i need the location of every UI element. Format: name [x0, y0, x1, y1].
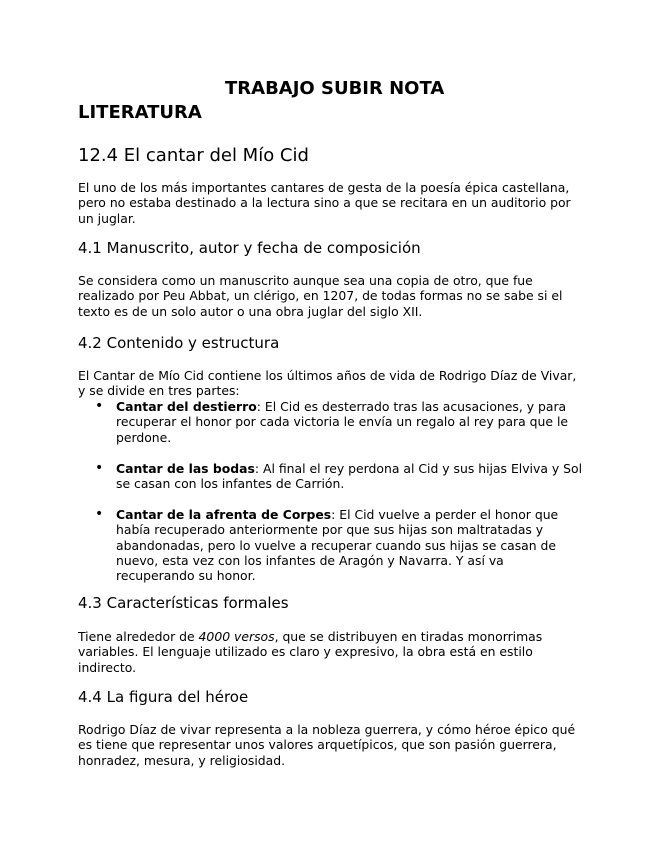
paragraph-4-3	[78, 629, 583, 675]
section-heading-4-2: 4.2 Contenido y estructura	[78, 334, 280, 352]
paragraph-4-4: Rodrigo Díaz de vivar representa a la nobleza guerrera, y cómo héroe épico qué es tiene que representar unos valores arquetípicos, que son pasión guerrera, honradez, mesura, y religiosidad.	[78, 722, 576, 768]
paragraph-4-1: Se considera como un manuscrito aunque sea una copia de otro, que fue realizado por Peu Abbat, un clérigo, en 1207, de todas formas no se sabe si el texto es de un solo autor o una obra juglar del siglo XII.	[78, 273, 563, 319]
section-heading-4-1: 4.1 Manuscrito, autor y fecha de composición	[78, 239, 421, 257]
list-item-text: : El Cid es desterrado tras las acusaciones, y para recuperar el honor por cada victoria le envía un regalo al rey para que le perdone.	[116, 399, 569, 445]
list-item	[78, 507, 583, 584]
title-line-2: LITERATURA	[78, 102, 202, 123]
list-item-text: : Al final el rey perdona al Cid y sus hijas Elviva y Sol se casan con los infantes de Carrión.	[116, 460, 583, 492]
paragraph-4-2-intro: El Cantar de Mío Cid contiene los últimos años de vida de Rodrigo Díaz de Vivar, y se divide en tres partes:	[78, 368, 577, 399]
document-title	[78, 77, 598, 125]
section-heading-4-4: 4.4 La figura del héroe	[78, 688, 249, 706]
list-item	[78, 399, 583, 445]
paragraph-4-3-start: Tiene alrededor de	[78, 629, 199, 644]
verse-count-emphasis: 4000 versos	[198, 629, 275, 644]
list-item-term: Cantar del destierro	[116, 399, 257, 414]
list-item	[78, 461, 583, 492]
list-item-text: : El Cid vuelve a perder el honor que había recuperado anteriormente por que sus hijas son maltratadas y abandonadas, pero lo vuelve a recuperar cuando sus hijas se casan de nuevo, esta vez con los infantes de Aragón y Navarra. Y así va recuperando su honor.	[116, 506, 559, 584]
paragraph-4-3-end: , que se distribuyen en tiradas monorrimas variables. El lenguaje utilizado es claro y expresivo, la obra está en estilo indirecto.	[78, 629, 543, 675]
list-item-term: Cantar de las bodas	[116, 460, 255, 476]
list-item-term: Cantar de la afrenta de Corpes	[116, 506, 332, 522]
parts-list	[78, 399, 583, 599]
section-heading-4-3: 4.3 Características formales	[78, 594, 289, 612]
paragraph-main: El uno de los más importantes cantares de gesta de la poesía épica castellana, pero no estaba destinado a la lectura sino a que se recitara en un auditorio por un juglar.	[78, 180, 571, 226]
title-line-1: TRABAJO SUBIR NOTA	[225, 78, 445, 99]
section-heading-main: 12.4 El cantar del Mío Cid	[78, 145, 309, 166]
